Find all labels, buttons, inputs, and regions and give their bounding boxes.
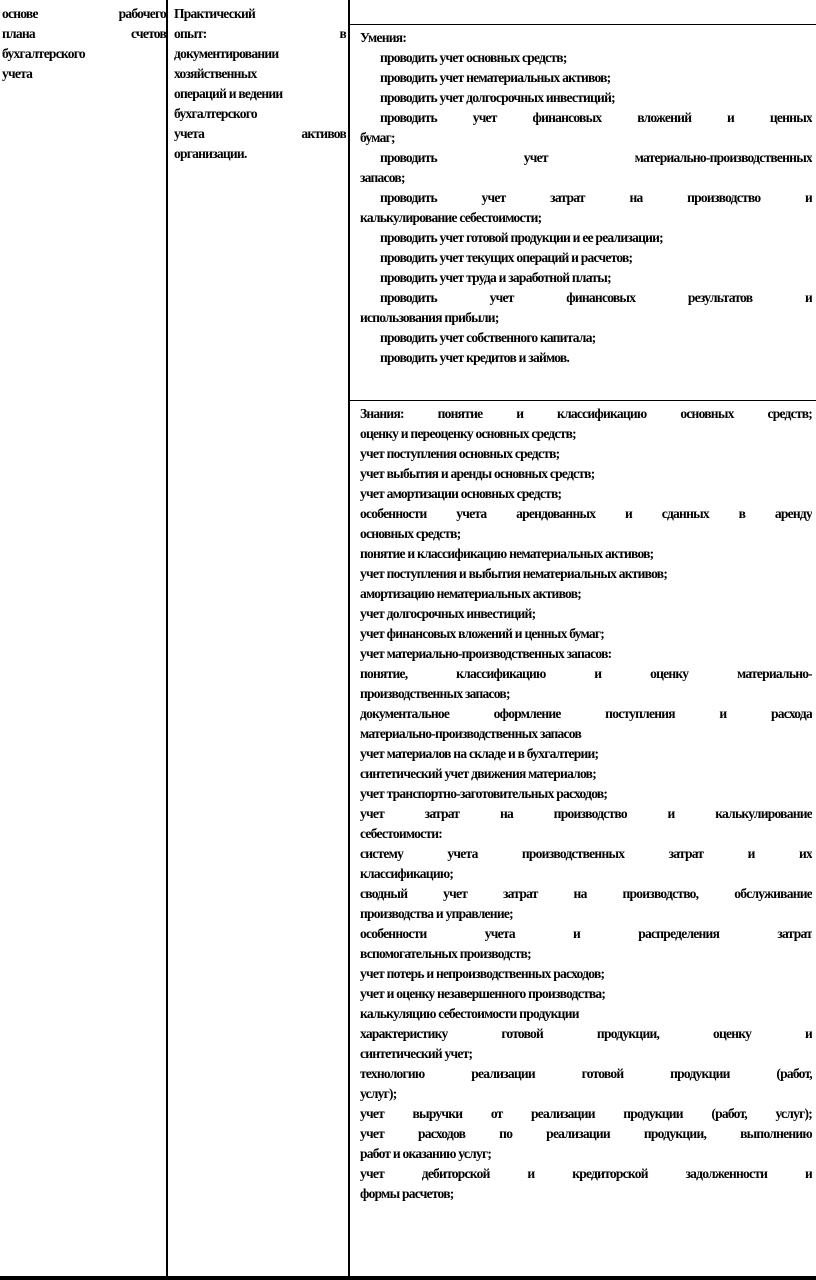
basis-cell [2,4,166,84]
knowledge-cell [360,404,812,1204]
skills-line: проводить учет кредитов и займов. [380,350,570,365]
skills-line: проводить учет готовой продукции и ее реализации; [380,230,663,245]
column-divider [166,0,168,1276]
experience-line: бухгалтерского [174,106,257,121]
row-divider [348,24,816,25]
basis-line: плана счетов [2,26,166,41]
row-divider [348,400,816,401]
knowledge-line: учет амортизации основных средств; [360,486,562,501]
knowledge-line: производства и управление; [360,906,513,921]
skills-line: проводить учет собственного капитала; [380,330,596,345]
skills-heading: Умения: [360,30,407,45]
knowledge-line: себестоимости: [360,826,443,841]
knowledge-line: документальное оформление поступления и расхода [360,706,812,721]
skills-line: проводить учет нематериальных активов; [380,70,611,85]
basis-line: основе рабочего [2,6,166,21]
knowledge-line: работ и оказанию услуг; [360,1146,492,1161]
basis-line: бухгалтерского [2,46,85,61]
knowledge-line: оценку и переоценку основных средств; [360,426,576,441]
knowledge-line: синтетический учет; [360,1046,473,1061]
knowledge-line: услуг); [360,1086,397,1101]
knowledge-line: амортизацию нематериальных активов; [360,586,581,601]
knowledge-line: технологию реализации готовой продукции (работ, [360,1066,812,1081]
knowledge-line: систему учета производственных затрат и их [360,846,812,861]
knowledge-line: учет материалов на складе и в бухгалтерии; [360,746,599,761]
knowledge-line: производственных запасов; [360,686,510,701]
skills-line: проводить учет финансовых вложений и ценных [380,110,812,125]
knowledge-line: характеристику готовой продукции, оценку и [360,1026,812,1041]
knowledge-line: учет затрат на производство и калькулирование [360,806,812,821]
knowledge-line: синтетический учет движения материалов; [360,766,596,781]
knowledge-line: учет транспортно-заготовительных расходов; [360,786,608,801]
knowledge-line: учет и оценку незавершенного производства; [360,986,606,1001]
experience-line: учета активов [174,126,346,141]
practical-experience-cell [174,4,346,164]
knowledge-line: учет материально-производственных запасов: [360,646,612,661]
knowledge-line: учет финансовых вложений и ценных бумаг; [360,626,604,641]
knowledge-line: понятие, классификацию и оценку материально- [360,666,812,681]
knowledge-line: классификацию; [360,866,454,881]
skills-line: запасов; [360,170,405,185]
knowledge-heading: Знания: понятие и классификацию основных средств; [360,406,812,421]
skills-line: проводить учет труда и заработной платы; [380,270,611,285]
experience-line: документировании [174,46,279,61]
skills-line: проводить учет основных средств; [380,50,567,65]
knowledge-line: учет выбытия и аренды основных средств; [360,466,595,481]
experience-line: хозяйственных [174,66,257,81]
knowledge-line: основных средств; [360,526,461,541]
skills-line: проводить учет долгосрочных инвестиций; [380,90,615,105]
skills-line: проводить учет текущих операций и расчетов; [380,250,633,265]
skills-line: калькулирование себестоимости; [360,210,542,225]
experience-line: опыт: в [174,26,346,41]
skills-line: использования прибыли; [360,310,499,325]
knowledge-line: учет выручки от реализации продукции (работ, услуг); [360,1106,812,1121]
knowledge-line: учет поступления основных средств; [360,446,560,461]
skills-line: проводить учет материально-производственных [380,150,812,165]
knowledge-line: учет долгосрочных инвестиций; [360,606,536,621]
knowledge-line: формы расчетов; [360,1186,454,1201]
knowledge-line: особенности учета арендованных и сданных в аренду [360,506,812,521]
knowledge-line: понятие и классификацию нематериальных активов; [360,546,654,561]
skills-line: проводить учет финансовых результатов и [380,290,812,305]
knowledge-line: сводный учет затрат на производство, обслуживание [360,886,812,901]
experience-line: организации. [174,146,247,161]
skills-cell [360,28,812,368]
experience-line: Практический [174,6,256,21]
column-divider [348,0,350,1276]
knowledge-line: вспомогательных производств; [360,946,531,961]
knowledge-line: материально-производственных запасов [360,726,581,741]
knowledge-line: учет расходов по реализации продукции, выполнению [360,1126,812,1141]
knowledge-line: учет дебиторской и кредиторской задолженности и [360,1166,812,1181]
knowledge-line: учет потерь и непроизводственных расходов; [360,966,605,981]
table-bottom-border [0,1276,816,1280]
knowledge-line: учет поступления и выбытия нематериальных активов; [360,566,668,581]
skills-line: бумаг; [360,130,395,145]
knowledge-line: особенности учета и распределения затрат [360,926,812,941]
knowledge-line: калькуляцию себестоимости продукции [360,1006,579,1021]
skills-line: проводить учет затрат на производство и [380,190,812,205]
experience-line: операций и ведении [174,86,283,101]
basis-line: учета [2,66,33,81]
